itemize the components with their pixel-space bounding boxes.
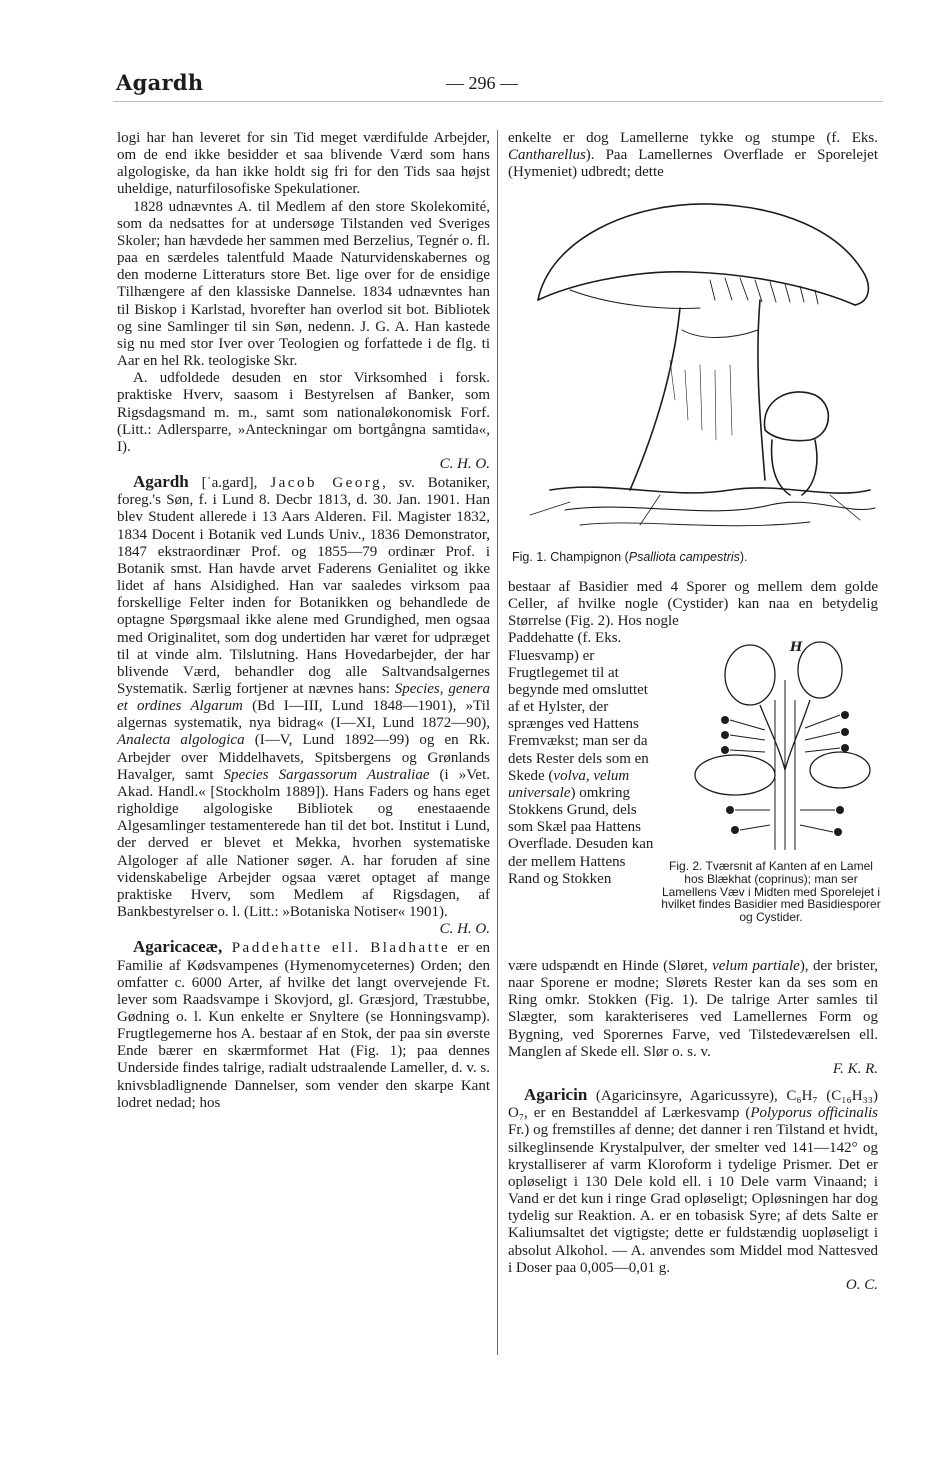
headword: Agaricaceæ, [133, 937, 223, 957]
species-name: Psalliota campestris [628, 550, 740, 564]
headword: Agaricin [524, 1085, 588, 1105]
paragraph [508, 130, 878, 181]
paragraph: bestaar af Basidier med 4 Sporer og mellem dem golde Celler, af hvilke nogle (Cystider) kan naa en betydelig Størrelse (Fig. 2). Hos nogle [508, 579, 878, 630]
entry-text: (Bd I—III, Lund 1848—1901), »Til algernas systematik, nya bidrag« (I—XI, Lund 1872—90), [117, 698, 491, 732]
header-rule [113, 101, 883, 102]
paragraph [508, 958, 878, 1061]
work-title: Analecta algologica [117, 732, 245, 749]
entry-text: , sv. Botaniker, foreg.'s Søn, f. i Lund 8. Decbr 1813, d. 30. Jan. 1901. Han blev Student allerede i 13 Aars Alderen. Fil. Magister 1832, 1834 Docent i Botanik ved Lunds Univ., 1836 Demonstrator, 1847 ekstraordinær Prof. og 1855—79 ordinær Prof. i Botanik smst. Han havde arvet Faderens Genialitet og ikke lidet af hans Alsidighed. Han var saaledes virksom paa forskellige Felter inden for Botanikken og behandlede de optagne Spørgsmaal ikke alene med Grundighed, men ogsaa med Originalitet, som dog undertiden har været for udpræget til at vinde alm. Tilslutning. Hans Hovedarbejder, der har blivende Værd, behandler dog alle Saltvandsalgernes Systematik. Særlig fortjener at nævnes hans: [117, 475, 491, 697]
entry-text: enkelte er dog Lamellerne tykke og stumpe (f. Eks. [508, 130, 878, 146]
person-name: Jacob Georg [270, 475, 383, 492]
caption-text: ). [739, 550, 748, 564]
entry-text: er en Familie af Kødsvampenes (Hymenomyceternes) Orden; den omfatter c. 6000 Arter, af hvilke det langt overvejende Ft. lever som Raadsvampe i Skovjord, gl. Græsjord, Træstubbe, Gødning o. l. Kun enkelte er Snyltere (se Honningsvamp). Frugtlegemerne hos A. bestaar af en Stok, der paa sin øverste Ende bærer en skærmformet Hat (Fig. 1); paa dennes Underside findes talrige, radialt udstraalende Lameller, d. v. s. knivsbladlignende Dannelser, som vender den skarpe Kant lodret nedad; hos [117, 940, 491, 1111]
pronunciation: [ˈa.gard], [188, 475, 271, 492]
entry-text: ) omkring Stokkens Grund, dels som Skæl paa Hattens Overflade. Desuden kan der mellem Hattens Rand og Stokken [508, 784, 654, 887]
entry-text: (i »Vet. Akad. Handl.« [Stockholm 1889]). Hans Faders og hans eget righoldige algologiske Bibliotek og enestaaende Algesamlinger testamenterede han til det bot. Institut i Lund, der derved er blevet et Mekka, hvorhen systematiske Algologer af alle Nationer søger. A. har foruden af sine videnskabelige Arbejder ogsaa været optaget af mange praktiske Hverv, som Medlem af Rigsdagen, af Bankbestyrelser o. l. (Litt.: »Botaniska Notiser« 1901). [117, 766, 490, 921]
wrapped-paragraph [508, 630, 654, 887]
entry-text: være udspændt en Hinde (Sløret, [508, 958, 713, 974]
page-number: — 296 — [446, 73, 518, 93]
figure-2-caption: Fig. 2. Tværsnit af Kanten af en Lamel hos Blækhat (coprinus); man ser Lamellens Væv i Midten med Sporelejet i hvilket findes Basidier med Basidiesporer og Cystider. [661, 859, 881, 925]
work-title: Species, genera et ordines Algarum [117, 681, 490, 715]
left-column [117, 130, 490, 1112]
signature: O. C. [845, 1276, 878, 1293]
entry-agaricaceae [117, 938, 490, 1112]
column-rule [497, 130, 498, 1355]
lamella-cross-section-illustration [690, 640, 880, 855]
paragraph: A. udfoldede desuden en stor Virksomhed i forsk. praktiske Hverv, saasom i Bestyrelsen af Banker, som Rigsdagsmand m. m., samt som nationaløkonomisk Forf. (Litt.: Adlersparre, »Anteckningar om bortgångna samtida«, I). [117, 370, 490, 455]
entry-text: Paddehatte (f. Eks. Fluesvamp) er Frugtlegemet til at begynde med omsluttet af et Hylster, der sprænges ved Hattens Fremvækst; man ser da dets Rester dels som en Skede ( [508, 630, 649, 784]
entry-text: (I—V, Lund 1892—99) og en Rk. Arbejder over Middelhavets, Spitsbergens og Grønlands Havalger, samt [117, 732, 490, 783]
signature: F. K. R. [832, 1060, 878, 1077]
work-title: Species Sargassorum Australiae [223, 766, 430, 783]
term: volva, velum universale [508, 767, 630, 801]
entry-text: ). Paa Lamellernes Overflade er Sporelejet (Hymeniet) udbredt; dette [508, 147, 878, 181]
paragraph: logi har han leveret for sin Tid meget værdifulde Arbejder, om de end ikke besidder et saa blivende Værd som hans algologiske, da han ikke holdt sig fri for den Tids saa højst uheldige, naturfilosofiske Spekulationer. [117, 130, 490, 198]
signature: C. H. O. [439, 455, 490, 472]
right-column-bottom [508, 958, 878, 1294]
caption-text: Fig. 1. Champignon ( [512, 550, 629, 564]
paragraph: 1828 udnævntes A. til Medlem af den store Skolekomité, som da nedsattes for at undersøge Tilstanden ved Sveriges Skoler; han hævdede her sammen med Berzelius, Tegnér o. fl. paa en særdeles talentfuld Maade Naturvidenskabernes og den moderne Litteraturs store Bet. lige over for de ensidige Tilhængere af den klassiske Dannelse. 1834 udnævntes han til Biskop i Karlstad, hvorefter han overlod sit bot. Bibliotek og sine Samlinger til sin Søn, nedenn. J. G. A. Han kastede sig nu med stor Iver over Teologien og forfattede i de flg. ti Aar en hel Rk. teologiske Skr. [117, 198, 490, 370]
entry-text: Fr.) og fremstilles af denne; det danner i ren Tilstand et hvidt, silkeglinsende Krystalpulver, der smelter ved 141—142° og krystalliserer af varm Kloroform i tydelige Prismer. Det er opløseligt i 130 Dele kold ell. i 10 Dele varm Vinaand; i Vand er det kun i ringe Grad opløseligt; Opløsningen har dog tydelig sur Reaktion. A. er en tobasisk Syre; af dets Salte er Kaliumsaltet det vigtigste; dette er fuldstændig uopløseligt i absolut Alkohol. — A. anvendes som Middel mod Nattesved i Doser paa 0,005—0,01 g. [508, 1122, 878, 1276]
alternate-names: Paddehatte ell. Bladhatte [222, 940, 451, 957]
right-column-top [508, 130, 878, 181]
species-name: Polyporus officinalis [750, 1105, 878, 1122]
headword: Agardh [133, 472, 189, 492]
term: velum partiale [712, 958, 800, 974]
signature: C. H. O. [439, 921, 490, 938]
figure-2-label: H [790, 640, 803, 655]
entry-text: (Agaricinsyre, Agaricussyre), C₆H₇ (C₁₆H₃₃) O₇, er en Bestanddel af Lærkesvamp ( [508, 1088, 878, 1122]
entry-agardh-jacob-georg [117, 473, 490, 921]
genus-name: Cantharellus [508, 147, 586, 164]
entry-agaricin [508, 1086, 878, 1277]
running-head: Agardh [116, 70, 204, 95]
champignon-illustration [510, 190, 880, 540]
entry-text: ), der brister, naar Sporene er modne; Slørets Rester kan da ses som en Ring omkr. Stokken (Fig. 1). De talrige Arter samles til Slægter, som karakteriseres ved Lamellernes Form og Bygning, ved Sporernes Farve, ved Tilstedeværelsen ell. Manglen af Skede ell. Slør o. s. v. [508, 958, 878, 1060]
figure-1-caption [512, 550, 878, 564]
